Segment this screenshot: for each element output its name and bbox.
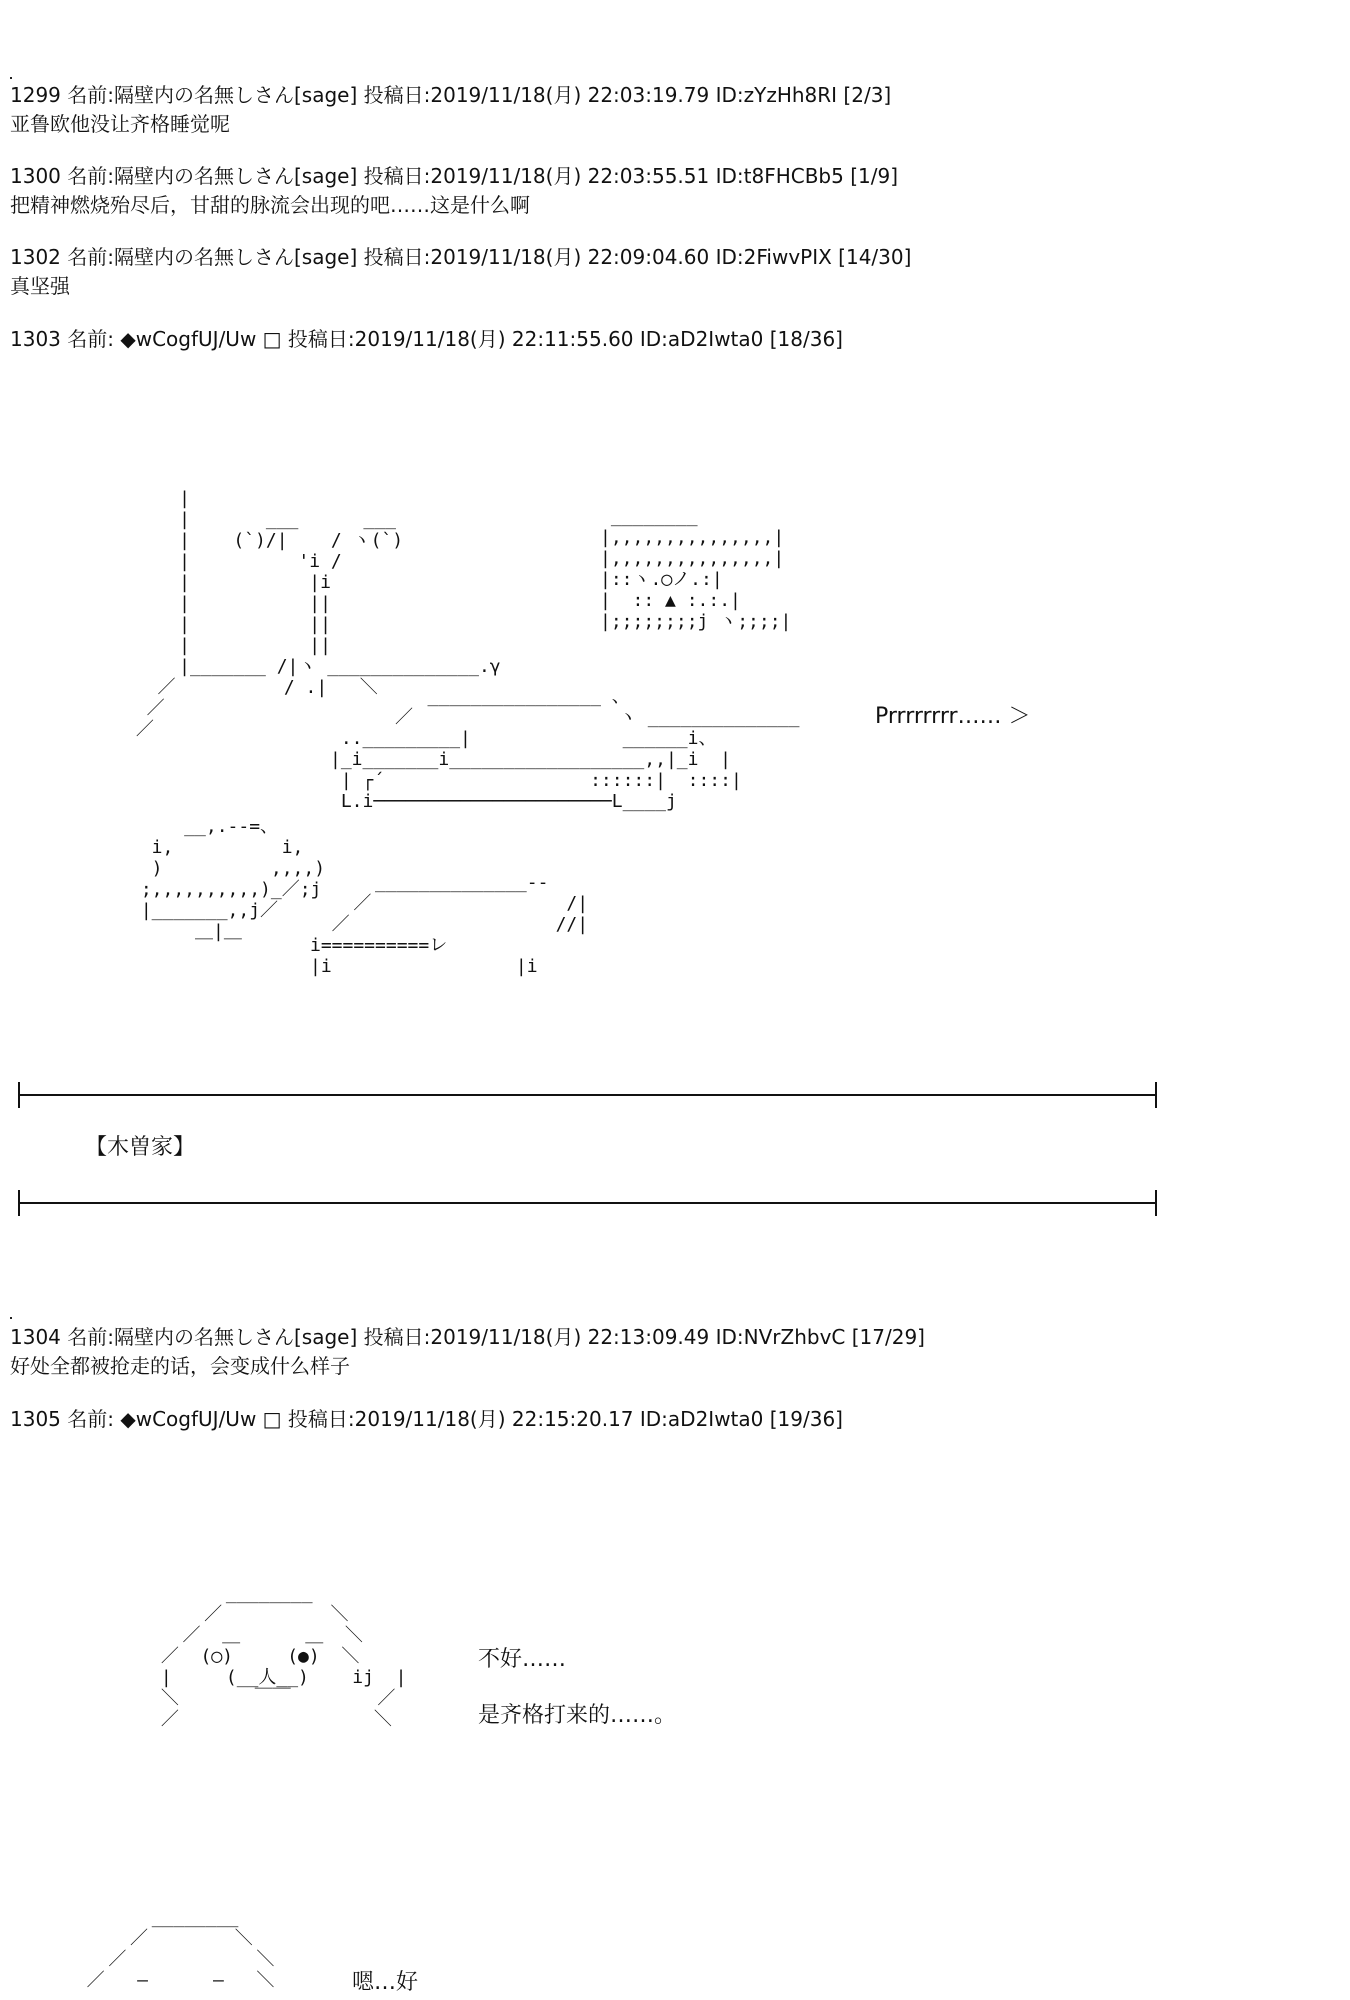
divider-end-right xyxy=(1155,1082,1157,1108)
divider-end-left xyxy=(18,1190,20,1216)
post-header-1302: 1302 名前:隔壁内の名無しさん[sage] 投稿日:2019/11/18(月) 22:09:04.60 ID:2FiwvPIX [14/30] xyxy=(10,245,912,269)
post-marker xyxy=(10,77,12,79)
ascii-art-table: ______________-- ／ /| ／ //| i==========レ |i |i xyxy=(310,872,589,977)
post-header-1305: 1305 名前: ◆wCogfUJ/Uw □ 投稿日:2019/11/18(月) 22:15:20.17 ID:aD2Iwta0 [19/36] xyxy=(10,1407,843,1431)
post-header-1300: 1300 名前:隔壁内の名無しさん[sage] 投稿日:2019/11/18(月) 22:03:55.51 ID:t8FHCBb5 [1/9] xyxy=(10,164,898,188)
divider-end-left xyxy=(18,1082,20,1108)
ascii-art-sofa: ________________ 、 ／ ヽ ______________ .._________| ______i、 |_i_______i__________________,,|_i | | ┌´ ::::::| ::::| L.i──────────────────────L____j xyxy=(330,686,800,812)
phone-ring-sound: Prrrrrrrr…… ＞ xyxy=(875,704,1031,729)
dialogue-line-2: 是齐格打来的……。 xyxy=(478,1703,677,1728)
dialogue-line-1: 不好…… xyxy=(478,1647,567,1672)
ascii-art-picture-frame: ________ |,,,,,,,,,,,,,,,| |,,,,,,,,,,,,,,,| |::ヽ.◯ノ.:| | :: ▲ :.:.| |;;;;;;;;j ヽ;;;;| xyxy=(600,506,792,632)
location-label: 【木曽家】 xyxy=(85,1135,196,1160)
post-header-1303: 1303 名前: ◆wCogfUJ/Uw □ 投稿日:2019/11/18(月) 22:11:55.60 ID:aD2Iwta0 [18/36] xyxy=(10,327,843,351)
dialogue-line-3: 嗯…好 xyxy=(352,1970,419,1995)
divider-line xyxy=(18,1202,1157,1204)
post-header-1304: 1304 名前:隔壁内の名無しさん[sage] 投稿日:2019/11/18(月) 22:13:09.49 ID:NVrZhbvC [17/29] xyxy=(10,1325,925,1349)
divider-end-right xyxy=(1155,1190,1157,1216)
post-marker xyxy=(10,1317,12,1319)
post-header-1299: 1299 名前:隔壁内の名無しさん[sage] 投稿日:2019/11/18(月) 22:03:19.79 ID:zYzHh8RI [2/3] xyxy=(10,83,892,107)
ascii-art-character-head: ________ ／ ＼ ／ ＼ ／ ― ― ＼ xyxy=(86,1907,275,1991)
divider-line xyxy=(18,1094,1157,1096)
post-body-1299: 亚鲁欧他没让齐格睡觉呢 xyxy=(10,112,230,136)
post-body-1302: 真坚强 xyxy=(10,274,70,298)
ascii-art-character-face: ________ ／ ＼ ／ ＿ ＿ ＼ ／ (◯) (●) ＼ | (__人__) ij | ＼ ￣￣ ／ ／ ＼ xyxy=(160,1583,407,1730)
ascii-art-lamp: | | ___ ___ | (`)/| / ヽ(`) | 'i / | |i | || | || | || |_______ /|ヽ ______________.γ ／ / .| ＼ ／ ／ xyxy=(135,488,501,740)
post-body-1304: 好处全都被抢走的话，会变成什么样子 xyxy=(10,1354,350,1378)
scene-divider-bottom xyxy=(10,1188,1165,1218)
scene-divider-top xyxy=(10,1080,1165,1110)
post-body-1300: 把精神燃烧殆尽后，甘甜的脉流会出现的吧……这是什么啊 xyxy=(10,193,530,217)
ascii-art-telephone: __,.-‐=、 i, i, ) ,,,,) ;,,,,,,,,,,)_／;j |_______,,j／ ＿|＿ xyxy=(140,816,326,942)
